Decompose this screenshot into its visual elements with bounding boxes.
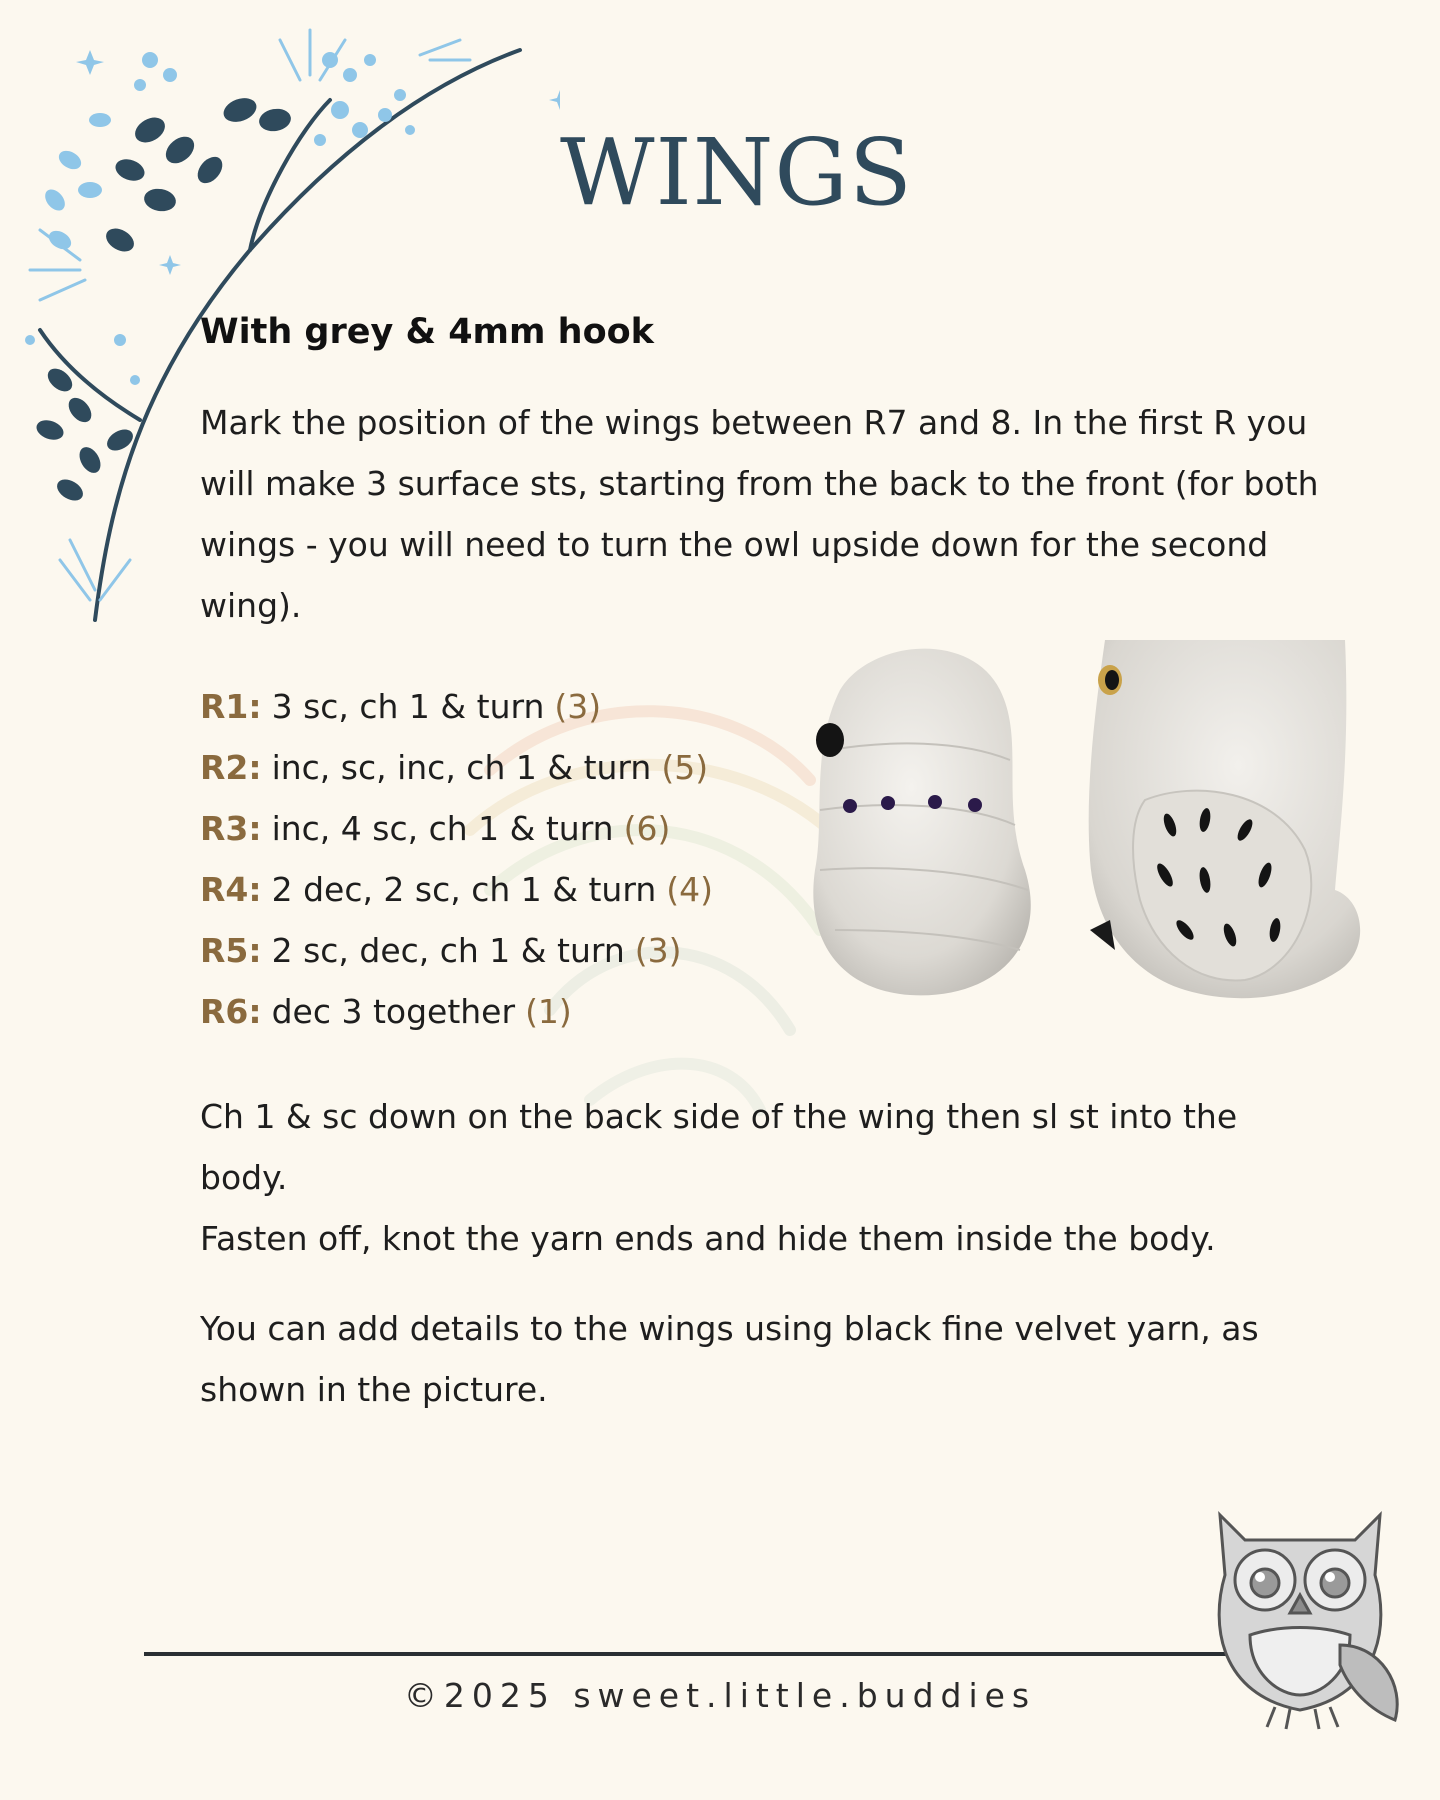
footer-divider (144, 1652, 1230, 1656)
row-label: R3: (200, 809, 262, 848)
row-stitch-count: (4) (666, 870, 714, 909)
row-instruction (200, 676, 820, 737)
row-text: 2 sc, dec, ch 1 & turn (271, 931, 625, 970)
row-text: 3 sc, ch 1 & turn (271, 687, 545, 726)
row-label: R1: (200, 687, 262, 726)
row-text: inc, sc, inc, ch 1 & turn (271, 748, 652, 787)
row-label: R6: (200, 992, 262, 1031)
row-label: R5: (200, 931, 262, 970)
row-text: dec 3 together (271, 992, 516, 1031)
row-instructions (200, 676, 820, 1042)
row-stitch-count: (6) (623, 809, 671, 848)
row-text: inc, 4 sc, ch 1 & turn (271, 809, 614, 848)
row-stitch-count: (3) (554, 687, 602, 726)
row-instruction (200, 798, 820, 859)
fasten-instruction: Fasten off, knot the yarn ends and hide them inside the body. (200, 1219, 1216, 1258)
row-text: 2 dec, 2 sc, ch 1 & turn (271, 870, 657, 909)
row-instruction (200, 920, 820, 981)
copyright-footer: ©2025 sweet.little.buddies (403, 1676, 1037, 1715)
row-stitch-count: (3) (634, 931, 682, 970)
materials-subheading: With grey & 4mm hook (200, 312, 654, 352)
intro-paragraph: Mark the position of the wings between R7 and 8. In the first R you will make 3 surface sts, starting from the back to the front (for both wings - you will need to turn the owl upside down for the second wing). (200, 403, 1319, 625)
details-instruction: You can add details to the wings using black fine velvet yarn, as shown in the picture. (200, 1309, 1259, 1409)
owl-illustration-icon (1190, 1495, 1410, 1735)
row-stitch-count: (1) (525, 992, 572, 1031)
row-instruction (200, 859, 820, 920)
owl-side-photo (1075, 630, 1365, 1010)
row-instruction (200, 981, 820, 1042)
page-title: WINGS (560, 119, 913, 226)
owl-front-photo (800, 630, 1055, 1010)
row-label: R2: (200, 748, 262, 787)
ch-instruction: Ch 1 & sc down on the back side of the wing then sl st into the body. (200, 1097, 1238, 1197)
row-label: R4: (200, 870, 262, 909)
row-instruction (200, 737, 820, 798)
row-stitch-count: (5) (661, 748, 709, 787)
